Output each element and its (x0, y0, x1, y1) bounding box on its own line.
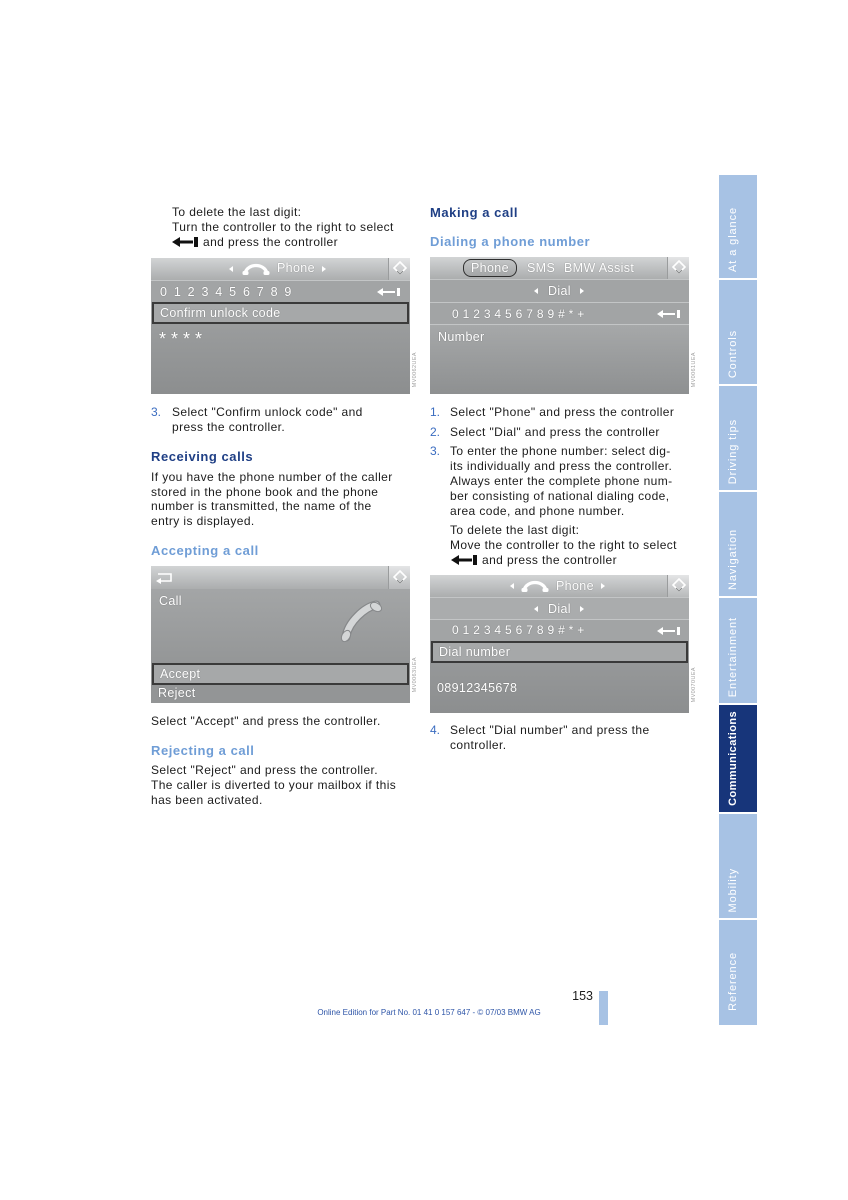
step-text: controller. (450, 737, 507, 752)
screen-title: Phone (277, 261, 315, 275)
screen-tab-phone-selected (463, 259, 517, 277)
step-text: its individually and press the controller. (450, 458, 673, 473)
delete-hint-line: Move the controller to the right to select (450, 537, 677, 552)
step-number: 3. (430, 443, 441, 458)
side-tab-label: Driving tips (727, 418, 739, 484)
side-tab-label: Entertainment (727, 616, 739, 697)
step-text: press the controller. (172, 419, 286, 434)
paragraph-line: If you have the phone number of the caller (151, 469, 393, 484)
page-number: 153 (572, 989, 593, 1003)
step-text: ber consisting of national dialing code, (450, 488, 670, 503)
step-number: 2. (430, 424, 441, 439)
digit-row (430, 302, 689, 324)
delete-arrow-icon (172, 237, 199, 247)
back-icon (154, 571, 174, 584)
backspace-icon (377, 287, 401, 297)
step-text: Always enter the complete phone num- (450, 473, 673, 488)
call-label: Call (159, 593, 182, 608)
side-tab-controls[interactable] (719, 280, 757, 384)
menu-row (430, 597, 689, 619)
dial-number-screen (430, 575, 689, 713)
arrow-left-icon (229, 266, 233, 272)
side-tab-label: Controls (727, 329, 739, 378)
incoming-call-screen (151, 566, 410, 703)
menu-item (151, 685, 410, 703)
step-text: area code, and phone number. (450, 503, 625, 518)
menu-row (430, 279, 689, 302)
screen-tab-bmw-assist: BMW Assist (564, 260, 635, 275)
step-text: Select "Dial" and press the controller (450, 424, 660, 439)
step-text: Select "Dial number" and press the (450, 722, 650, 737)
paragraph-line: entry is displayed. (151, 513, 255, 528)
figure-code: MV0070UEA (691, 667, 697, 703)
side-tab-navigation[interactable] (719, 492, 757, 596)
delete-hint-line: To delete the last digit: (450, 522, 580, 537)
screen-title-bar (151, 258, 410, 280)
digit-list: 0 1 2 3 4 5 6 7 8 9 (160, 284, 294, 299)
backspace-icon (657, 626, 681, 636)
arrow-left-icon (534, 606, 538, 612)
controller-icon (388, 566, 410, 589)
reject-option: Reject (158, 685, 196, 700)
paragraph-line: has been activated. (151, 792, 263, 807)
unlock-code-screen (151, 258, 410, 394)
screen-tab-sms: SMS (527, 260, 556, 275)
screen-title: Phone (556, 578, 594, 593)
step-number: 3. (151, 404, 162, 419)
delete-hint-line: To delete the last digit: (172, 205, 302, 219)
menu-label: Dial (548, 601, 571, 616)
section-heading-receiving-calls: Receiving calls (151, 449, 254, 464)
side-tab-entertainment[interactable] (719, 598, 757, 703)
phone-icon (521, 579, 549, 593)
menu-item-label: Confirm unlock code (160, 305, 281, 320)
screen-title-bar (151, 566, 410, 589)
delete-arrow-icon (451, 555, 478, 565)
paragraph-line: number is transmitted, the name of the (151, 498, 372, 513)
section-heading-accepting-call: Accepting a call (151, 543, 259, 558)
figure-code: MV0063UEA (412, 657, 418, 693)
number-field-label: Number (438, 329, 485, 344)
side-tab-driving-tips[interactable] (719, 386, 757, 490)
paragraph-line: Select "Accept" and press the controller. (151, 713, 381, 728)
paragraph-line: stored in the phone book and the phone (151, 484, 379, 499)
subheading-dialing: Dialing a phone number (430, 234, 591, 249)
side-tab-label: Communications (727, 711, 739, 806)
delete-hint-line: and press the controller (482, 552, 618, 567)
selected-menu-item (431, 641, 688, 663)
step-number: 4. (430, 722, 441, 737)
accept-option: Accept (160, 666, 201, 681)
menu-item-label: Dial number (439, 644, 511, 659)
digit-row (151, 280, 410, 302)
screen-tab-bar (430, 257, 689, 279)
arrow-right-icon (580, 606, 584, 612)
arrow-right-icon (580, 288, 584, 294)
entered-phone-number: 08912345678 (437, 680, 518, 695)
selected-menu-item (152, 663, 409, 685)
side-tab-communications[interactable] (719, 705, 757, 812)
arrow-right-icon (601, 583, 605, 589)
page-number-marker (599, 991, 608, 1025)
side-tab-reference[interactable] (719, 920, 757, 1025)
arrow-left-icon (510, 583, 514, 589)
paragraph-line: Select "Reject" and press the controller. (151, 762, 379, 777)
delete-hint-line: and press the controller (203, 235, 339, 249)
step-number: 1. (430, 404, 441, 419)
side-tab-label: At a glance (727, 207, 739, 272)
section-heading-making-call: Making a call (430, 205, 519, 220)
backspace-icon (657, 309, 681, 319)
side-tab-at-a-glance[interactable] (719, 175, 757, 278)
handset-icon (337, 598, 385, 646)
footer-edition-note: Online Edition for Part No. 01 41 0 157 647 - © 07/03 BMW AG (317, 1008, 541, 1017)
step-text: To enter the phone number: select dig- (450, 443, 671, 458)
side-tab-label: Mobility (727, 867, 739, 912)
digit-list: 0 1 2 3 4 5 6 7 8 9 # * + (452, 623, 585, 637)
figure-code: MV0062UEA (412, 352, 418, 388)
selected-menu-item (152, 302, 409, 324)
side-tab-label: Navigation (727, 529, 739, 590)
digit-row (430, 619, 689, 641)
step-text: Select "Phone" and press the controller (450, 404, 675, 419)
step-text: Select "Confirm unlock code" and (172, 404, 363, 419)
side-tab-mobility[interactable] (719, 814, 757, 918)
side-tab-label: Reference (727, 952, 739, 1011)
dial-screen (430, 257, 689, 394)
phone-icon (242, 262, 270, 276)
paragraph-line: The caller is diverted to your mailbox if this (151, 777, 397, 792)
masked-code: **** (159, 329, 208, 349)
screen-title-bar (430, 575, 689, 597)
section-heading-rejecting-call: Rejecting a call (151, 743, 255, 758)
arrow-right-icon (322, 266, 326, 272)
figure-code: MV0061UEA (691, 352, 697, 388)
arrow-left-icon (534, 288, 538, 294)
menu-label: Dial (548, 284, 571, 298)
delete-hint-line: Turn the controller to the right to select (172, 220, 394, 234)
controller-icon (667, 575, 689, 597)
digit-list: 0 1 2 3 4 5 6 7 8 9 # * + (452, 306, 585, 321)
controller-icon (667, 257, 689, 279)
screen-tab-label: Phone (471, 260, 509, 275)
controller-icon (388, 258, 410, 280)
number-field (430, 324, 689, 394)
